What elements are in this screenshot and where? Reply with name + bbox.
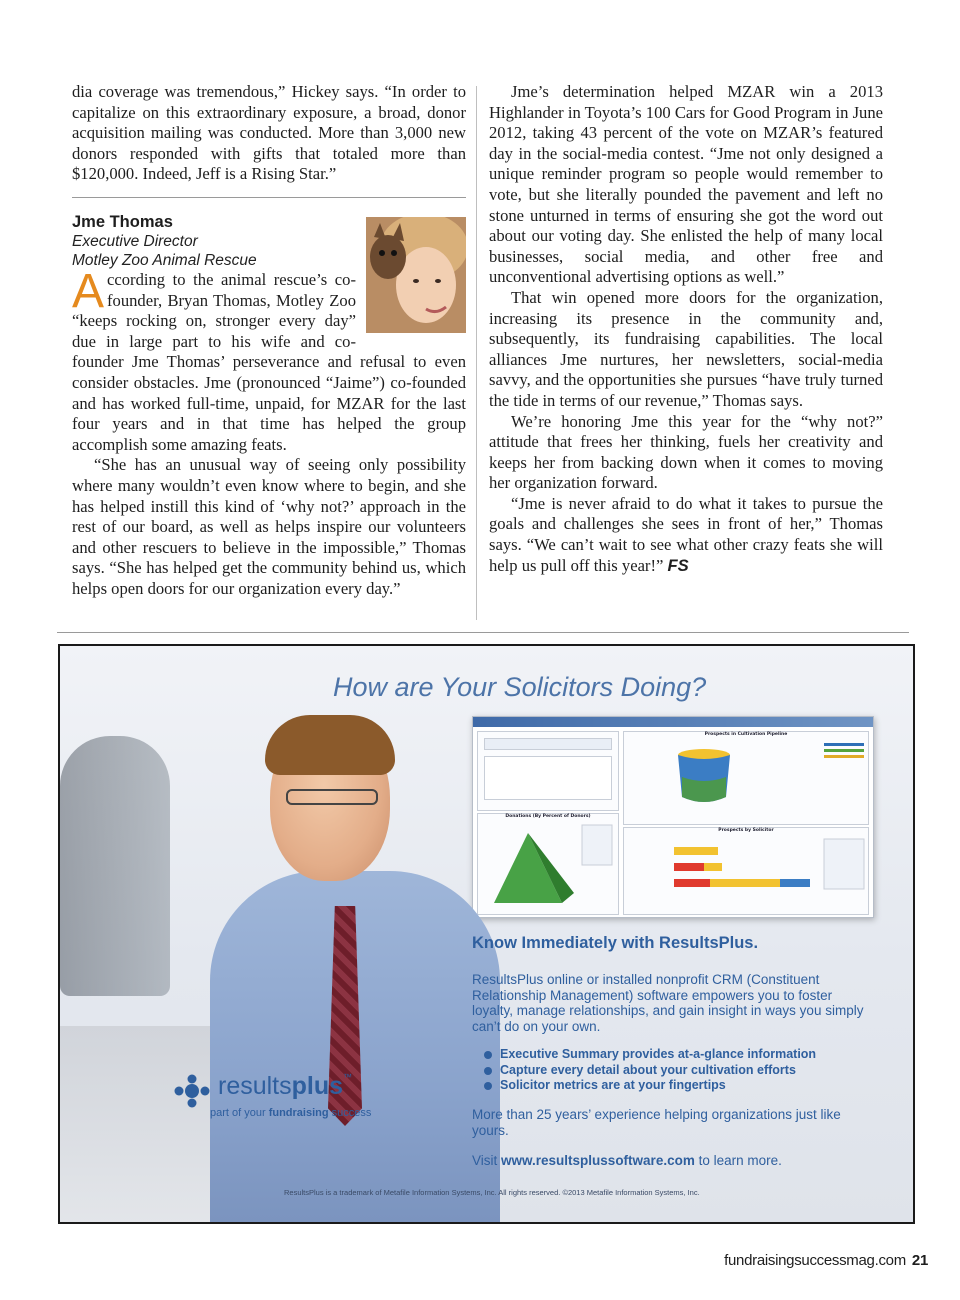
ad-trademark-notice: ResultsPlus is a trademark of Metafile Information Systems, Inc. All rights reserved. ©2013 Metafile Information Systems, Inc. [284,1188,700,1197]
screenshot-tabbar [473,717,873,727]
ad-bullet: Capture every detail about your cultivation efforts [484,1063,816,1079]
screenshot-solicitor-pane [623,827,869,915]
profile-photo [366,217,466,333]
screenshot-pipeline-pane [623,731,869,825]
profile-title: Executive Director [72,232,198,250]
solicitor-caption: Prospects by Solicitor [718,828,774,833]
visit-url-link[interactable]: www.resultsplussoftware.com [501,1153,695,1168]
logo-wordmark [218,1072,352,1101]
ad-experience: More than 25 years’ experience helping organizations just like yours. [472,1107,841,1138]
tagline-prefix: part of your [210,1107,266,1119]
visit-suffix: to learn more. [698,1153,782,1168]
drop-cap: A [72,264,105,318]
intro-paragraph: dia coverage was tremendous,” Hickey says. “In order to capitalize on this extraordinary exposure, a broad, donor acquisition mailing was conducted. More than 3,000 new donors responded with gifts that totaled more than $120,000. Indeed, Jeff is a Rising Star.” [72,82,466,184]
portrait-illustration [366,217,466,333]
ad-body: ResultsPlus online or installed nonprofit CRM (Constituent Relationship Management) software empowers you to foster loyalty, manage relationships, and gain insight in ways you simply can’t do on your own. [472,972,864,1034]
left-column [72,82,466,599]
ad-headline: Know Immediately with ResultsPlus. [472,934,759,952]
story-paragraph-1: ccording to the animal rescue’s co-founder, Bryan Thomas, Motley Zoo “keeps rocking on, stronger every day” due in large part to his wife and co-founder Jme Thomas’ perseverance and refusal to even consider obstacles. Jme (pronounced “Jaime”) co-founded and has worked full-time, unpaid, for MZAR for the last four years and in that time has helped the group accomplish some amazing feats. [72,269,466,454]
pyramid-caption: Donations (By Percent of Donors) [505,814,591,819]
page-divider [57,632,909,633]
visit-prefix: Visit [472,1153,498,1168]
software-screenshot [472,716,874,918]
profile-organization: Motley Zoo Animal Rescue [72,251,257,269]
tagline-bold: fundraising [268,1107,329,1119]
pipeline-caption: Prospects in Cultivation Pipeline [704,732,788,737]
person-hair [265,715,395,775]
ad-bullet-list [484,1047,816,1094]
story-paragraph-3: Jme’s determination helped MZAR win a 2013 Highlander in Toyota’s 100 Cars for Good Program in June 2012, taking 43 percent of the vote on MZAR’s featured day in the social-media contest. “Jme not only designed a unique reminder program so people would remember to vote, but she literally pounded the pavement and left no stone unturned in terms of ensuring she got the word out about our voting day. She enlisted the help of many local businesses, social media, and other free and unconventional advertising options as well.” [489,82,883,287]
ad-bullet: Solicitor metrics are at your fingertips [484,1078,816,1094]
end-mark: FS [667,555,689,575]
section-divider [72,197,466,198]
story-paragraph-6: “Jme is never afraid to do what it takes to pursue the goals and challenges she sees in front of her,” Thomas says. “We can’t wait to see what other crazy feats she will help us pull off this year!” [489,493,883,575]
page-number: 21 [911,1252,928,1269]
profile-name: Jme Thomas [72,212,173,231]
story-paragraph-4: That win opened more doors for the organization, increasing its presence in the community and, subsequently, its fundraising capabilities. The local alliances Jme nurtures, her newsletters, social-media savvy, and the opportunities she pursues “have truly turned the tide in terms of our revenue,” Thomas says. [489,287,883,410]
logo-word-bold: plus [291,1072,344,1100]
businessman-photo [210,701,500,1224]
footer-site: fundraisingsuccessmag.com [724,1252,906,1269]
solicitor-bar-chart [624,833,868,911]
ad-visit-line [472,1153,782,1168]
column-divider [476,86,477,620]
story-paragraph-5: We’re honoring Jme this year for the “why not?” attitude that frees her thinking, fuels her creativity and keeps her from backing down when it comes to moving her organization forward. [489,411,883,493]
background-figure [60,736,170,996]
ad-bullet: Executive Summary provides at-a-glance information [484,1047,816,1063]
resultsplus-advertisement[interactable] [58,644,915,1224]
ad-title: How are Your Solicitors Doing? [333,672,707,702]
right-column [489,82,883,576]
logo-tagline [210,1107,371,1119]
tagline-suffix: success [331,1107,372,1119]
resultsplus-logo [172,1070,402,1130]
logo-trademark-symbol: ™ [343,1072,353,1082]
story-paragraph-2: “She has an unusual way of seeing only possibility where many wouldn’t even know where to begin, and she has helped instill this kind of ‘why not?’ approach in the rest of our board, as well as helps inspire our volunteers and other rescuers to believe in the impossible,” Thomas says. “She has helped get the community behind us, which helps open doors for our organization every day.” [72,455,466,598]
logo-word-light: results [218,1072,292,1100]
resultsplus-logo-icon [172,1074,212,1108]
person-glasses [286,789,378,805]
funnel-chart [624,737,868,821]
page-footer [724,1252,928,1269]
